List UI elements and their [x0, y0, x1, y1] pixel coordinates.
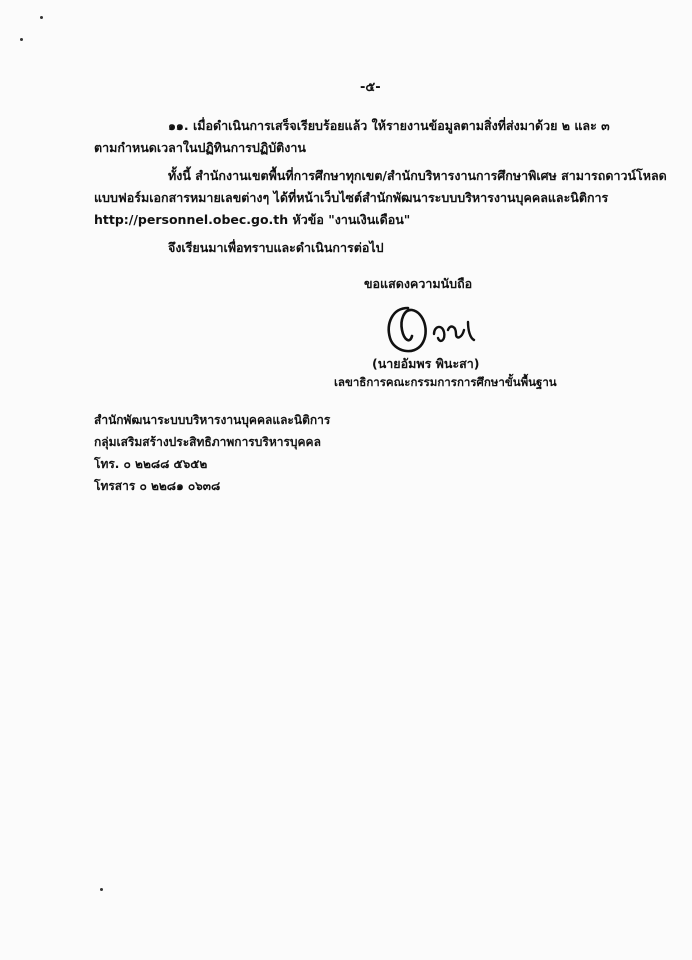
signature-image: [378, 300, 498, 360]
page-number: -๕-: [360, 80, 381, 95]
contact-division: กลุ่มเสริมสร้างประสิทธิภาพการบริหารบุคคล: [94, 435, 321, 449]
paragraph-line: ทั้งนี้ สำนักงานเขตพื้นที่การศึกษาทุกเขต/สำนักบริหารงานการศึกษาพิเศษ สามารถดาวน์โหลด: [168, 168, 667, 183]
closing-text: ขอแสดงความนับถือ: [364, 276, 473, 291]
scan-speck: [20, 38, 23, 41]
paragraph-line: จึงเรียนมาเพื่อทราบและดำเนินการต่อไป: [168, 240, 384, 255]
contact-phone: โทร. ๐ ๒๒๘๘ ๕๖๕๒: [94, 457, 208, 471]
paragraph-line: ตามกำหนดเวลาในปฏิทินการปฏิบัติงาน: [94, 140, 306, 155]
signer-name: (นายอัมพร พินะสา): [372, 356, 480, 371]
scan-speck: [100, 888, 103, 891]
scan-speck: [40, 16, 43, 19]
signer-title: เลขาธิการคณะกรรมการการศึกษาขั้นพื้นฐาน: [334, 375, 557, 389]
paragraph-line: ๑๑. เมื่อดำเนินการเสร็จเรียบร้อยแล้ว ให้รายงานข้อมูลตามสิ่งที่ส่งมาด้วย ๒ และ ๓: [168, 118, 610, 133]
paragraph-line: http://personnel.obec.go.th หัวข้อ "งานเงินเดือน": [94, 212, 411, 227]
paragraph-line: แบบฟอร์มเอกสารหมายเลขต่างๆ ได้ที่หน้าเว็บไซต์สำนักพัฒนาระบบบริหารงานบุคคลและนิติการ: [94, 190, 609, 205]
contact-office: สำนักพัฒนาระบบบริหารงานบุคคลและนิติการ: [94, 413, 331, 427]
contact-fax: โทรสาร ๐ ๒๒๘๑ ๐๖๓๘: [94, 479, 221, 493]
